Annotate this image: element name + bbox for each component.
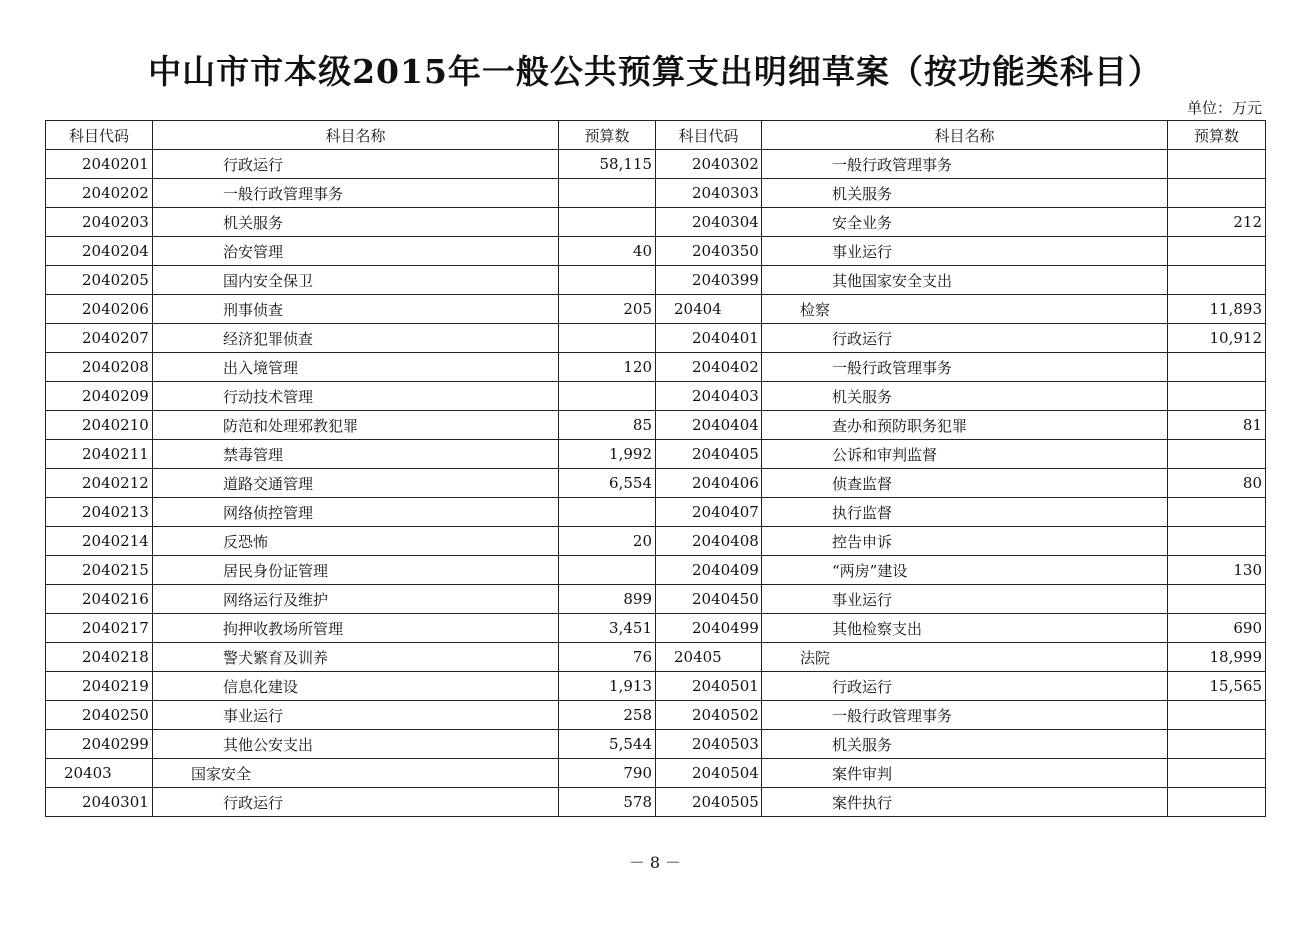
- subject-name-left: 道路交通管理: [153, 469, 559, 498]
- subject-name-right: 安全业务: [762, 208, 1168, 237]
- budget-amount-left: 899: [559, 585, 656, 614]
- page-number: － 8 －: [628, 853, 682, 872]
- unit-label: 单位：万元: [1186, 99, 1262, 117]
- table-row: [46, 382, 1266, 411]
- header-amount-right: 预算数: [1168, 121, 1266, 150]
- subject-code-right: 2040403: [656, 382, 762, 411]
- budget-amount-left: 85: [559, 411, 656, 440]
- table-row: [46, 295, 1266, 324]
- subject-code-left: 2040208: [46, 353, 153, 382]
- budget-amount-left: 40: [559, 237, 656, 266]
- subject-code-right: 2040401: [656, 324, 762, 353]
- subject-code-right: 2040304: [656, 208, 762, 237]
- budget-amount-right: 18,999: [1168, 643, 1266, 672]
- subject-name-left: 一般行政管理事务: [153, 179, 559, 208]
- budget-amount-left: [559, 208, 656, 237]
- subject-name-left: 警犬繁育及训养: [153, 643, 559, 672]
- subject-name-left: 行政运行: [153, 788, 559, 817]
- subject-code-right: 2040408: [656, 527, 762, 556]
- subject-code-left: 2040213: [46, 498, 153, 527]
- subject-code-left: 2040212: [46, 469, 153, 498]
- budget-amount-right: 690: [1168, 614, 1266, 643]
- subject-code-left: 2040214: [46, 527, 153, 556]
- budget-amount-left: 1,992: [559, 440, 656, 469]
- subject-code-left: 2040207: [46, 324, 153, 353]
- table-row: [46, 788, 1266, 817]
- subject-code-left: 2040204: [46, 237, 153, 266]
- subject-code-right: 2040505: [656, 788, 762, 817]
- subject-name-left: 行政运行: [153, 150, 559, 179]
- subject-code-left: 2040206: [46, 295, 153, 324]
- budget-amount-left: [559, 556, 656, 585]
- subject-code-left: 2040215: [46, 556, 153, 585]
- subject-code-left: 2040205: [46, 266, 153, 295]
- subject-code-right: 2040503: [656, 730, 762, 759]
- table-row: [46, 179, 1266, 208]
- budget-amount-left: 258: [559, 701, 656, 730]
- table-row: [46, 614, 1266, 643]
- subject-name-left: 拘押收教场所管理: [153, 614, 559, 643]
- table-row: [46, 585, 1266, 614]
- subject-code-right: 2040409: [656, 556, 762, 585]
- subject-name-left: 国家安全: [153, 759, 559, 788]
- subject-name-right: 机关服务: [762, 730, 1168, 759]
- subject-code-left: 2040210: [46, 411, 153, 440]
- subject-code-right: 2040502: [656, 701, 762, 730]
- subject-name-right: 法院: [762, 643, 1168, 672]
- budget-amount-right: [1168, 353, 1266, 382]
- page-title: 中山市市本级2015年一般公共预算支出明细草案（按功能类科目）: [148, 52, 1162, 91]
- budget-amount-right: [1168, 237, 1266, 266]
- budget-amount-right: [1168, 788, 1266, 817]
- subject-name-left: 防范和处理邪教犯罪: [153, 411, 559, 440]
- budget-amount-right: 15,565: [1168, 672, 1266, 701]
- subject-name-left: 刑事侦查: [153, 295, 559, 324]
- budget-amount-left: 578: [559, 788, 656, 817]
- subject-name-right: 事业运行: [762, 585, 1168, 614]
- subject-name-left: 网络运行及维护: [153, 585, 559, 614]
- subject-name-right: 其他国家安全支出: [762, 266, 1168, 295]
- budget-amount-left: 1,913: [559, 672, 656, 701]
- budget-amount-right: 212: [1168, 208, 1266, 237]
- subject-code-right: 2040407: [656, 498, 762, 527]
- header-amount-left: 预算数: [559, 121, 656, 150]
- header-name-right: 科目名称: [762, 121, 1168, 150]
- subject-code-right: 2040404: [656, 411, 762, 440]
- subject-name-right: “两房”建设: [762, 556, 1168, 585]
- subject-name-left: 经济犯罪侦查: [153, 324, 559, 353]
- subject-code-right: 2040499: [656, 614, 762, 643]
- table-row: [46, 150, 1266, 179]
- subject-name-right: 一般行政管理事务: [762, 150, 1168, 179]
- subject-name-left: 居民身份证管理: [153, 556, 559, 585]
- budget-amount-left: 76: [559, 643, 656, 672]
- subject-name-right: 一般行政管理事务: [762, 353, 1168, 382]
- subject-name-right: 事业运行: [762, 237, 1168, 266]
- subject-name-right: 其他检察支出: [762, 614, 1168, 643]
- subject-code-right: 2040399: [656, 266, 762, 295]
- subject-name-left: 行动技术管理: [153, 382, 559, 411]
- table-row: [46, 759, 1266, 788]
- budget-amount-left: 58,115: [559, 150, 656, 179]
- header-code-right: 科目代码: [656, 121, 762, 150]
- subject-name-right: 行政运行: [762, 324, 1168, 353]
- subject-code-left: 2040201: [46, 150, 153, 179]
- subject-code-right: 2040406: [656, 469, 762, 498]
- subject-name-left: 禁毒管理: [153, 440, 559, 469]
- subject-name-right: 检察: [762, 295, 1168, 324]
- budget-amount-right: [1168, 498, 1266, 527]
- budget-amount-right: [1168, 440, 1266, 469]
- subject-code-right: 2040302: [656, 150, 762, 179]
- table-row: [46, 672, 1266, 701]
- table-row: [46, 440, 1266, 469]
- budget-amount-left: [559, 179, 656, 208]
- table-header-row: [46, 121, 1266, 150]
- budget-amount-left: 6,554: [559, 469, 656, 498]
- budget-amount-left: 20: [559, 527, 656, 556]
- table-row: [46, 208, 1266, 237]
- budget-amount-right: [1168, 730, 1266, 759]
- subject-code-right: 2040405: [656, 440, 762, 469]
- table-row: [46, 266, 1266, 295]
- table-row: [46, 411, 1266, 440]
- subject-code-right: 2040450: [656, 585, 762, 614]
- header-name-left: 科目名称: [153, 121, 559, 150]
- subject-code-left: 2040202: [46, 179, 153, 208]
- table-row: [46, 556, 1266, 585]
- table-row: [46, 701, 1266, 730]
- subject-code-left: 2040216: [46, 585, 153, 614]
- budget-amount-right: [1168, 266, 1266, 295]
- subject-name-left: 反恐怖: [153, 527, 559, 556]
- table-row: [46, 469, 1266, 498]
- subject-name-left: 机关服务: [153, 208, 559, 237]
- subject-name-right: 一般行政管理事务: [762, 701, 1168, 730]
- table-row: [46, 498, 1266, 527]
- subject-code-right: 2040303: [656, 179, 762, 208]
- budget-amount-left: 790: [559, 759, 656, 788]
- subject-code-right: 20404: [656, 295, 762, 324]
- budget-amount-right: [1168, 585, 1266, 614]
- table-row: [46, 730, 1266, 759]
- budget-amount-left: [559, 382, 656, 411]
- budget-amount-right: [1168, 150, 1266, 179]
- subject-code-left: 2040219: [46, 672, 153, 701]
- budget-amount-left: 205: [559, 295, 656, 324]
- subject-code-left: 2040217: [46, 614, 153, 643]
- budget-amount-right: [1168, 382, 1266, 411]
- table-row: [46, 643, 1266, 672]
- budget-amount-right: [1168, 179, 1266, 208]
- budget-amount-left: [559, 324, 656, 353]
- header-code-left: 科目代码: [46, 121, 153, 150]
- subject-code-right: 20405: [656, 643, 762, 672]
- budget-amount-left: 3,451: [559, 614, 656, 643]
- subject-name-left: 其他公安支出: [153, 730, 559, 759]
- table-body: [46, 150, 1266, 817]
- subject-name-left: 事业运行: [153, 701, 559, 730]
- subject-name-left: 国内安全保卫: [153, 266, 559, 295]
- budget-amount-right: [1168, 701, 1266, 730]
- subject-code-left: 2040250: [46, 701, 153, 730]
- subject-code-left: 20403: [46, 759, 153, 788]
- table-row: [46, 353, 1266, 382]
- subject-name-right: 控告申诉: [762, 527, 1168, 556]
- subject-name-right: 案件执行: [762, 788, 1168, 817]
- subject-name-left: 信息化建设: [153, 672, 559, 701]
- subject-code-left: 2040203: [46, 208, 153, 237]
- subject-name-right: 机关服务: [762, 179, 1168, 208]
- budget-amount-left: [559, 498, 656, 527]
- budget-amount-left: [559, 266, 656, 295]
- subject-name-left: 网络侦控管理: [153, 498, 559, 527]
- subject-code-left: 2040299: [46, 730, 153, 759]
- budget-amount-right: [1168, 527, 1266, 556]
- subject-name-right: 查办和预防职务犯罪: [762, 411, 1168, 440]
- subject-name-right: 行政运行: [762, 672, 1168, 701]
- budget-amount-left: 120: [559, 353, 656, 382]
- table-row: [46, 324, 1266, 353]
- budget-amount-right: 80: [1168, 469, 1266, 498]
- budget-amount-right: 130: [1168, 556, 1266, 585]
- subject-code-right: 2040504: [656, 759, 762, 788]
- subject-name-right: 案件审判: [762, 759, 1168, 788]
- subject-code-right: 2040402: [656, 353, 762, 382]
- subject-name-left: 出入境管理: [153, 353, 559, 382]
- subject-name-right: 机关服务: [762, 382, 1168, 411]
- subject-code-left: 2040301: [46, 788, 153, 817]
- subject-code-right: 2040501: [656, 672, 762, 701]
- subject-code-right: 2040350: [656, 237, 762, 266]
- table-row: [46, 237, 1266, 266]
- subject-code-left: 2040211: [46, 440, 153, 469]
- subject-name-right: 公诉和审判监督: [762, 440, 1168, 469]
- budget-amount-right: 81: [1168, 411, 1266, 440]
- subject-code-left: 2040209: [46, 382, 153, 411]
- budget-amount-right: 11,893: [1168, 295, 1266, 324]
- budget-amount-right: [1168, 759, 1266, 788]
- budget-table: [45, 120, 1266, 817]
- budget-amount-right: 10,912: [1168, 324, 1266, 353]
- subject-code-left: 2040218: [46, 643, 153, 672]
- budget-amount-left: 5,544: [559, 730, 656, 759]
- subject-name-left: 治安管理: [153, 237, 559, 266]
- subject-name-right: 侦查监督: [762, 469, 1168, 498]
- table-row: [46, 527, 1266, 556]
- subject-name-right: 执行监督: [762, 498, 1168, 527]
